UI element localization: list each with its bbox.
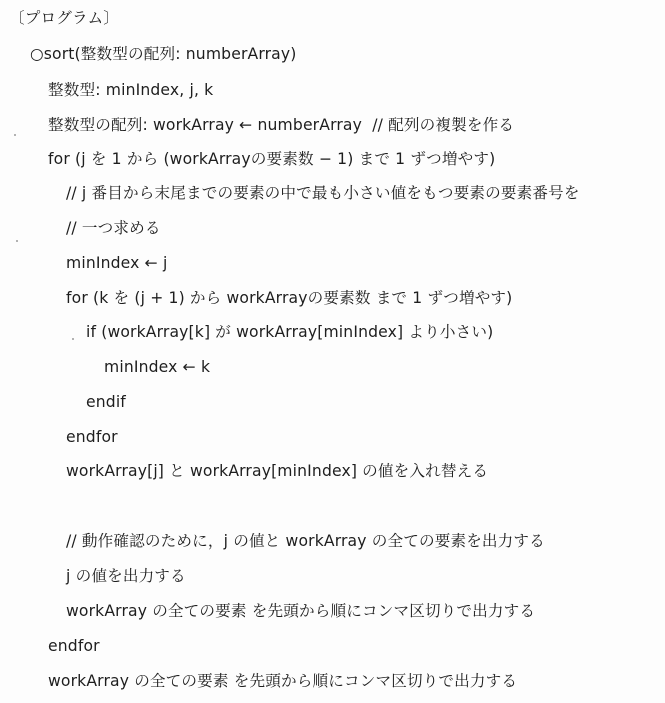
endfor-line: endfor (66, 428, 118, 446)
if-statement: if (workArray[k] が workArray[minIndex] より小さい) (86, 323, 494, 341)
output-line: workArray の全ての要素 を先頭から順にコンマ区切りで出力する (48, 672, 518, 690)
scan-speck (16, 240, 18, 242)
endif-line: endif (86, 393, 126, 411)
variable-declaration: 整数型: minIndex, j, k (48, 81, 214, 99)
assignment-line: minIndex ← j (66, 254, 168, 272)
comment-line: // 動作確認のために，j の値と workArray の全ての要素を出力する (66, 532, 545, 550)
swap-line: workArray[j] と workArray[minIndex] の値を入れ替える (66, 462, 489, 480)
inner-for-loop: for (k を (j + 1) から workArrayの要素数 まで 1 ずつ増やす) (66, 289, 513, 307)
function-signature: ○sort(整数型の配列: numberArray) (30, 45, 297, 63)
output-line: workArray の全ての要素 を先頭から順にコンマ区切りで出力する (66, 602, 536, 620)
comment-line: // 一つ求める (66, 219, 161, 237)
output-line: j の値を出力する (66, 567, 186, 585)
program-header: 〔プログラム〕 (9, 9, 120, 27)
comment-line: // j 番目から末尾までの要素の中で最も小さい値をもつ要素の要素番号を (66, 184, 580, 202)
endfor-line: endfor (48, 637, 100, 655)
scan-speck (14, 134, 16, 136)
array-declaration: 整数型の配列: workArray ← numberArray // 配列の複製を作る (48, 116, 515, 134)
outer-for-loop: for (j を 1 から (workArrayの要素数 − 1) まで 1 ずつ増やす) (48, 150, 496, 168)
assignment-line: minIndex ← k (104, 358, 211, 376)
scan-speck (72, 338, 74, 340)
